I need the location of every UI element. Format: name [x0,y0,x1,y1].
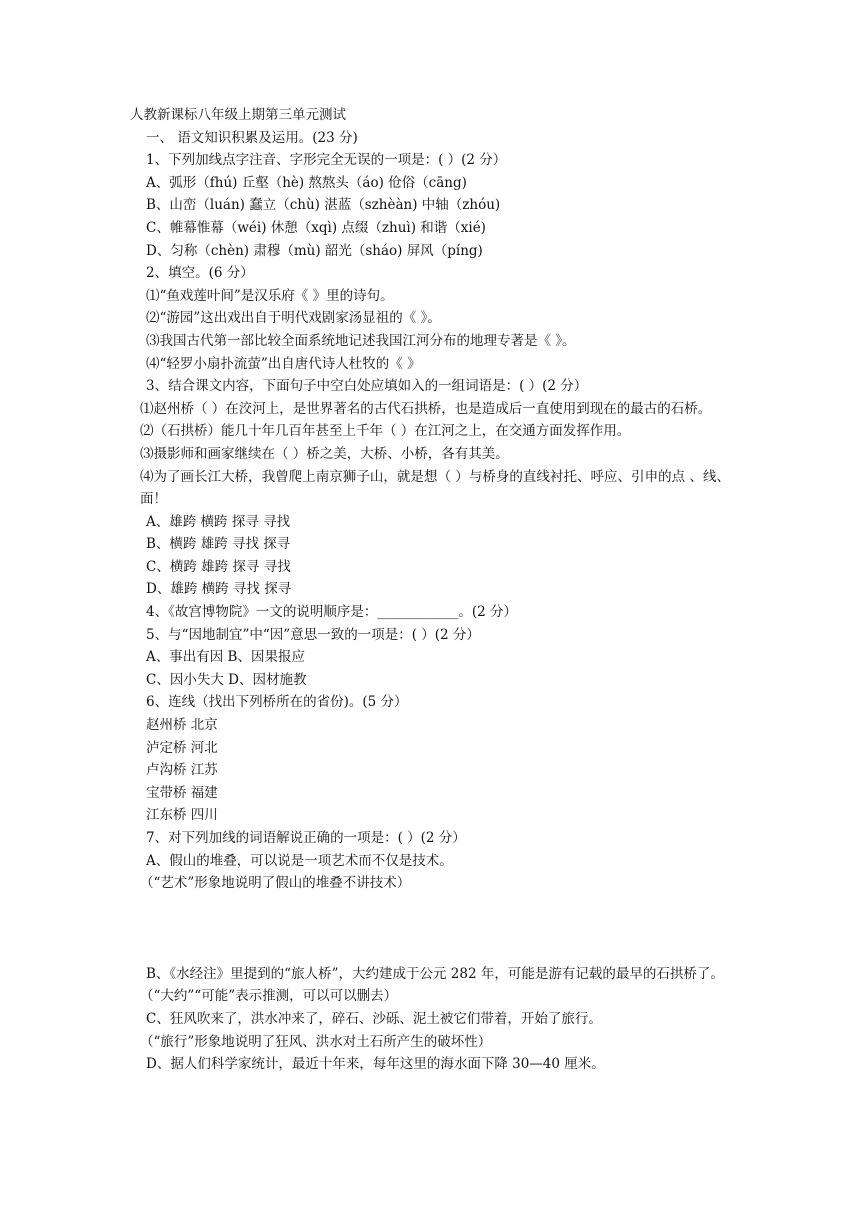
section-part2 [130,511,730,873]
text-line: B、横跨 雄跨 寻找 探寻 [146,536,291,553]
text-line: A、假山的堆叠，可以说是一项艺术而不仅是技术。 [146,852,453,869]
text-line: 2、填空。(6 分） [146,265,254,282]
text-line: 4、《故宫博物院》一文的说明顺序是：____________。(2 分） [146,604,517,621]
text-line: 3、结合课文内容，下面句子中空白处应填如入的一组词语是：( ）(2 分） [146,378,588,395]
question3-sentence4: ⑷为了画长江大桥，我曾爬上南京狮子山，就是想（ ）与桥身的直线衬托、呼应、引申的点 、线、面！ [140,468,730,508]
text-line: ⑶我国古代第一部比较全面系统地记述我国江河分布的地理专著是《 》。 [146,332,576,349]
note-option-b: （“大约”“可能”表示推测，可以可以删去） [140,988,398,1005]
text-line: A、弧形（fhú) 丘壑（hè) 熬熬头（áo) 伧俗（cāng) [146,174,467,191]
option-d-line: D、据人们科学家统计，最近十年来，每年这里的海水面下降 30—40 厘米。 [146,1056,605,1073]
text-line: 泸定桥 河北 [146,739,218,756]
text-line: ⑷“轻罗小扇扑流萤”出自唐代诗人杜牧的《 》 [146,355,421,372]
text-line: 7、对下列加线的词语解说正确的一项是：( ）(2 分） [146,830,466,846]
text-line: 1、下列加线点字注音、字形完全无误的一项是：( ）(2 分） [146,152,507,169]
note-option-a: （“艺术”形象地说明了假山的堆叠不讲技术） [140,875,411,892]
text-line: 宝带桥 福建 [146,784,218,801]
text-line: ⑵“游园”这出戏出自于明代戏剧家汤显祖的《 》。 [146,310,441,327]
document-page [130,104,730,1076]
question3-sentence1: ⑴赵州桥（ ）在洨河上，是世界著名的古代石拱桥，也是造成后一直使用到现在的最古的石桥。 [140,400,712,417]
text-line: 卢沟桥 江苏 [146,762,218,779]
text-line: C、横跨 雄跨 探寻 寻找 [146,558,291,575]
text-line: 一、 语文知识积累及运用。(23 分) [146,129,358,146]
text-line: D、匀称（chèn) 肃穆（mù) 韶光（sháo) 屏风（píng) [146,242,483,259]
note-option-c: （“旅行”形象地说明了狂风、洪水对土石所产生的破坏性） [140,1033,492,1050]
page-gap [130,895,730,963]
option-c-line: C、狂风吹来了，洪水冲来了，碎石、沙砾、泥土被它们带着，开始了旅行。 [146,1010,602,1027]
option-b-paragraph: B、《水经注》里提到的“旅人桥”，大约建成于公元 282 年，可能是游有记载的最早的石拱桥了。 [146,965,724,982]
text-line: ⑴“鱼戏莲叶间”是汉乐府《 》里的诗句。 [146,287,394,304]
text-line: 江东桥 四川 [146,807,218,824]
text-line: 6、连线（找出下列桥所在的省份)。(5 分） [146,694,408,711]
text-line: 5、与“因地制宜”中“因”意思一致的一项是：( ）(2 分） [146,626,480,643]
text-line: D、雄跨 横跨 寻找 探寻 [146,581,292,598]
text-line: A、雄跨 横跨 探寻 寻找 [146,513,291,530]
text-line: C、帷幕惟幕（wéi) 休憩（xqì) 点缀（zhuì) 和谐（xié) [146,219,486,236]
question3-sentence3: ⑶摄影师和画家继续在（ ）桥之美，大桥、小桥，各有其美。 [140,445,509,462]
text-line: A、事出有因 B、因果报应 [146,649,305,666]
text-line: B、山峦（luán) 蠢立（chù) 湛蓝（szhèàn) 中轴（zhóu) [146,197,501,214]
text-line: 赵州桥 北京 [146,717,218,734]
section-part1 [130,104,730,398]
document-title: 人教新课标八年级上期第三单元测试 [130,107,346,123]
question3-sentence2: ⑵（石拱桥）能几十年几百年甚至上千年（ ）在江河之上，在交通方面发挥作用。 [140,423,631,440]
text-line: C、因小失大 D、因材施教 [146,671,307,688]
